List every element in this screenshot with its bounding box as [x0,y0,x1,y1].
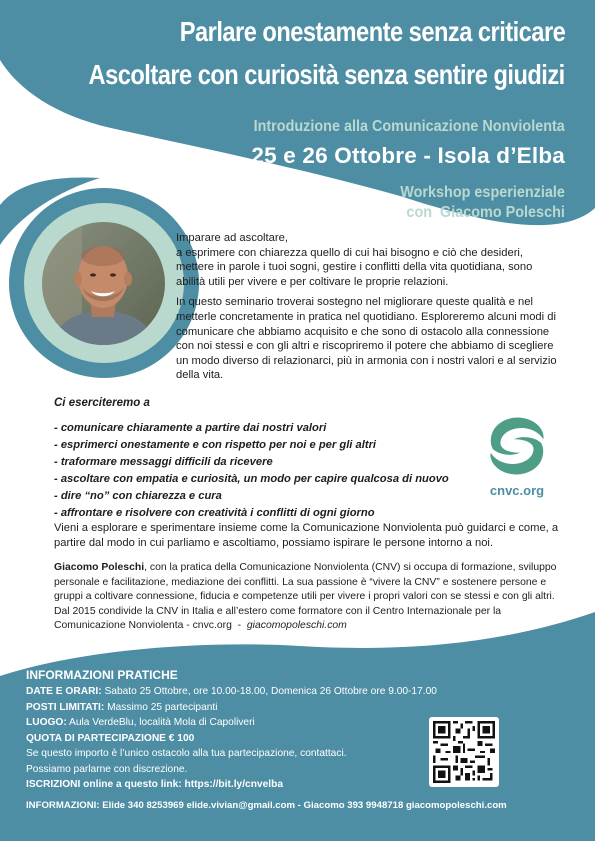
exercise-item: - traformare messaggi difficili da ricevere [54,456,273,468]
bio-sep: - [231,620,247,632]
info-posti-value: Massimo 25 partecipanti [104,701,218,713]
exercise-item: - esprimerci onestamente e con rispetto per noi e per gli altri [54,439,377,451]
intro-text [176,231,566,389]
exercise-item: - ascoltare con empatia e curiosità, un modo per capire qualcosa di nuovo [54,473,449,485]
intro-line: Imparare ad ascoltare, [176,232,288,244]
cnvc-swirl-logo-icon [482,412,552,480]
info-luogo-value: Aula VerdeBlu, località Mola di Capoliveri [66,717,255,728]
info-luogo-label: LUOGO: [26,717,67,728]
info-iscrizioni-link[interactable]: https://bit.ly/cnvelba [181,779,283,790]
bio-paragraph [54,561,564,634]
workshop-line1: Workshop esperienziale [400,184,565,201]
info-dates-label: DATE E ORARI: [26,686,102,697]
info-obstacle-line1: Se questo importo è l’unico ostacolo alla tua partecipazione, contattaci. [26,748,347,759]
exercises-title: Ci eserciteremo a [54,397,150,409]
info-dates-value: Sabato 25 Ottobre, ore 10.00-18.00, Domenica 26 Ottobre ore 9.00-17.00 [101,686,437,697]
info-contacts [26,800,507,811]
info-iscrizioni-label: ISCRIZIONI online a questo link: [26,779,182,790]
workshop-caption [400,183,565,223]
exercise-item: - dire “no” con chiarezza e cura [54,490,222,502]
info-posti [26,700,426,716]
info-quota: QUOTA DI PARTECIPAZIONE € 100 [26,732,195,744]
practical-info [26,667,437,793]
info-luogo [26,715,426,731]
exercise-item: - affrontare e risolvere con creatività i conflitti di ogni giorno [54,507,375,519]
qr-code-icon [433,721,495,783]
info-dates [26,684,437,700]
info-contacts-label: INFORMAZIONI: [26,800,100,811]
intro-paragraph-2: In questo seminario troverai sostegno nel migliorare queste qualità e nel metterle concretamente in pratica nel quotidiano. Esploreremo alcuni modi di comunicare che abbiamo acquisito e che sono di ostacolo alla connessione con noi stessi e con gli altri e riscopriremo il potere che abbiamo di scegliere un modo diverso di relazionarci, più in armonia con i nostri valori e al servizio della vita. [176,296,557,382]
cnvc-logo[interactable] [482,412,552,502]
qr-code[interactable] [429,717,499,787]
speaker-portrait-icon [42,222,165,345]
info-posti-label: POSTI LIMITATI: [26,701,105,713]
info-obstacle-line2: Possiamo parlarne con discrezione. [26,763,188,775]
intro-line: a esprimere con chiarezza quello di cui hai bisogno e ciò che desideri, [176,246,524,259]
exercise-item: - comunicare chiaramente a partire dai nostri valori [54,422,327,434]
exercises-list [54,420,449,522]
bio-name: Giacomo Poleschi [54,562,145,573]
info-iscrizioni [26,777,426,793]
main-title-line1: Parlare onestamente senza criticare [179,16,565,47]
cnvc-logo-text: cnvc.org [489,483,545,498]
bio-line2: Dal 2015 condivide la CNV in Italia e all’estero come formatore con il Centro Internazionale per la Comunicazione Nonviolenta - cnvc.org [54,605,502,632]
main-title-line2: Ascoltare con curiosità senza sentire giudizi [88,59,565,90]
intro-paragraph-1 [176,231,566,289]
bio-site-link[interactable]: giacomopoleschi.com [246,620,347,632]
workshop-line2: con Giacomo Poleschi [406,204,565,221]
info-contacts-value[interactable]: Elide 340 8253969 elide.vivian@gmail.com - Giacomo 393 9948718 giacomopoleschi.com [99,800,507,811]
explore-paragraph: Vieni a esplorare e sperimentare insieme come la Comunicazione Nonviolenta può guidarci e come, a partire dal modo in cui parliamo e ascoltiamo, possiamo ispirare le persone intorno a noi. [54,522,559,549]
info-title: INFORMAZIONI PRATICHE [26,668,178,682]
bio-text: , con la pratica della Comunicazione Nonviolenta (CNV) si occupa di formazione, sviluppo personale e facilitazione, mediazione dei conflitti. La sua passione è “vivere la CNV” e sostenere persone e gruppi a coltivare connessione, fiducia e competenze utili per vivere i propri valori con se stessi e con gli altri. [54,562,557,603]
date-place: 25 e 26 Ottobre - Isola d’Elba [251,143,565,168]
subtitle: Introduzione alla Comunicazione Nonviolenta [253,118,565,135]
intro-line: mettere in parole i tuoi sogni, gestire i conflitti della vita quotidiana, sono [176,261,533,274]
intro-line: abilità utili per vivere e per coltivare le proprie relazioni. [176,275,449,288]
